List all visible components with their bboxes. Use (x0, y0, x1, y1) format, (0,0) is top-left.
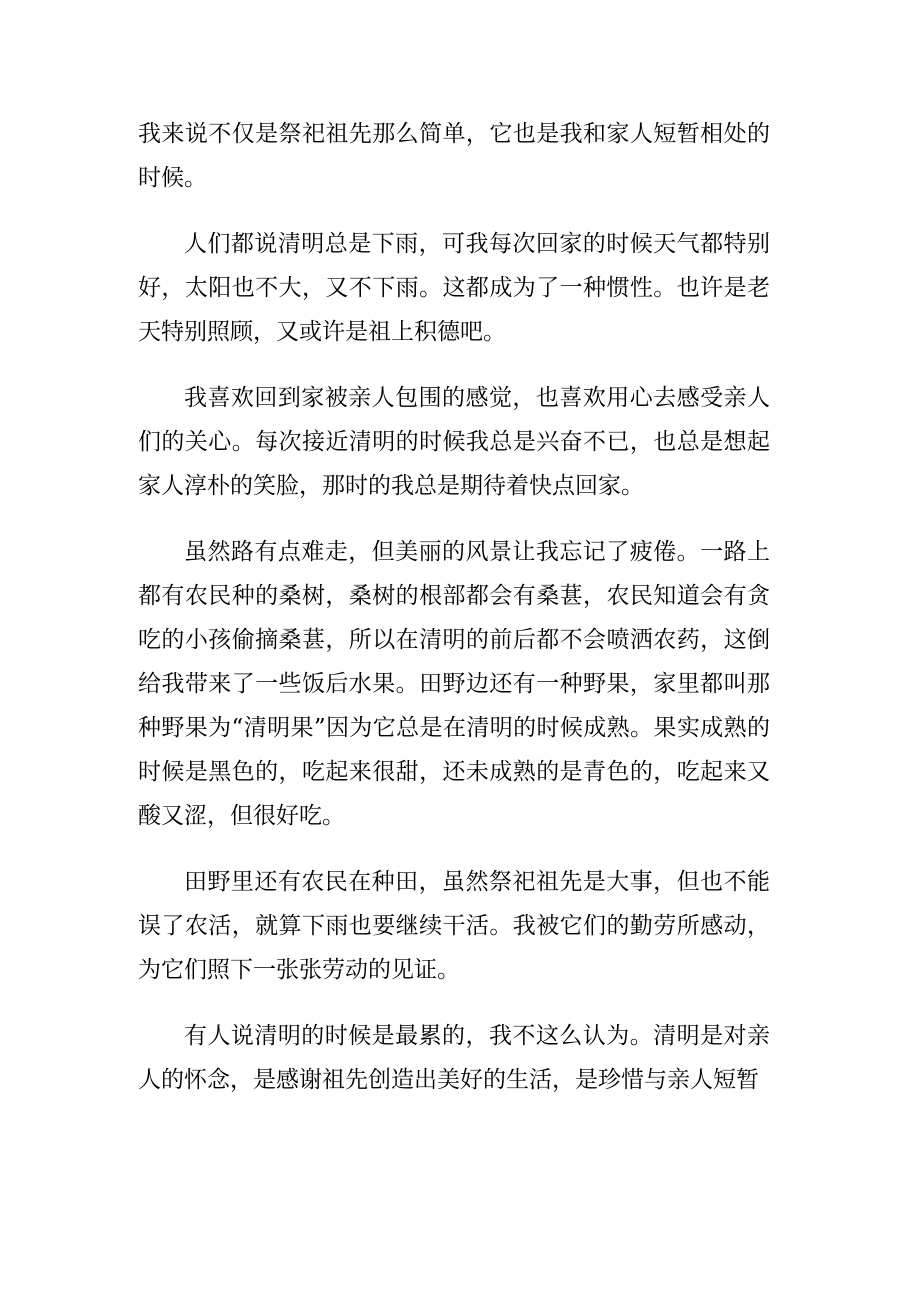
paragraph-truncated: 有人说清明的时候是最累的，我不这么认为。清明是对亲人的怀念，是感谢祖先创造出美好的生活，是珍惜与亲人短暂 (138, 1023, 770, 1093)
paragraph-continued: 我来说不仅是祭祀祖先那么简单，它也是我和家人短暂相处的时候。 (138, 121, 770, 191)
paragraph: 我喜欢回到家被亲人包围的感觉，也喜欢用心去感受亲人们的关心。每次接近清明的时候我总是兴奋不已，也总是想起家人淳朴的笑脸，那时的我总是期待着快点回家。 (138, 385, 770, 499)
paragraph: 人们都说清明总是下雨，可我每次回家的时候天气都特别好，太阳也不大，又不下雨。这都成为了一种惯性。也许是老天特别照顾，又或许是祖上积德吧。 (138, 231, 770, 345)
paragraph: 田野里还有农民在种田，虽然祭祀祖先是大事，但也不能误了农活，就算下雨也要继续干活。我被它们的勤劳所感动，为它们照下一张张劳动的见证。 (138, 869, 770, 983)
paragraph: 虽然路有点难走，但美丽的风景让我忘记了疲倦。一路上都有农民种的桑树，桑树的根部都会有桑葚，农民知道会有贪吃的小孩偷摘桑葚，所以在清明的前后都不会喷洒农药，这倒给我带来了一些饭后水果。田野边还有一种野果，家里都叫那种野果为“清明果”因为它总是在清明的时候成熟。果实成熟的时候是黑色的，吃起来很甜，还未成熟的是青色的，吃起来又酸又涩，但很好吃。 (138, 539, 770, 829)
document-body (138, 112, 770, 1102)
